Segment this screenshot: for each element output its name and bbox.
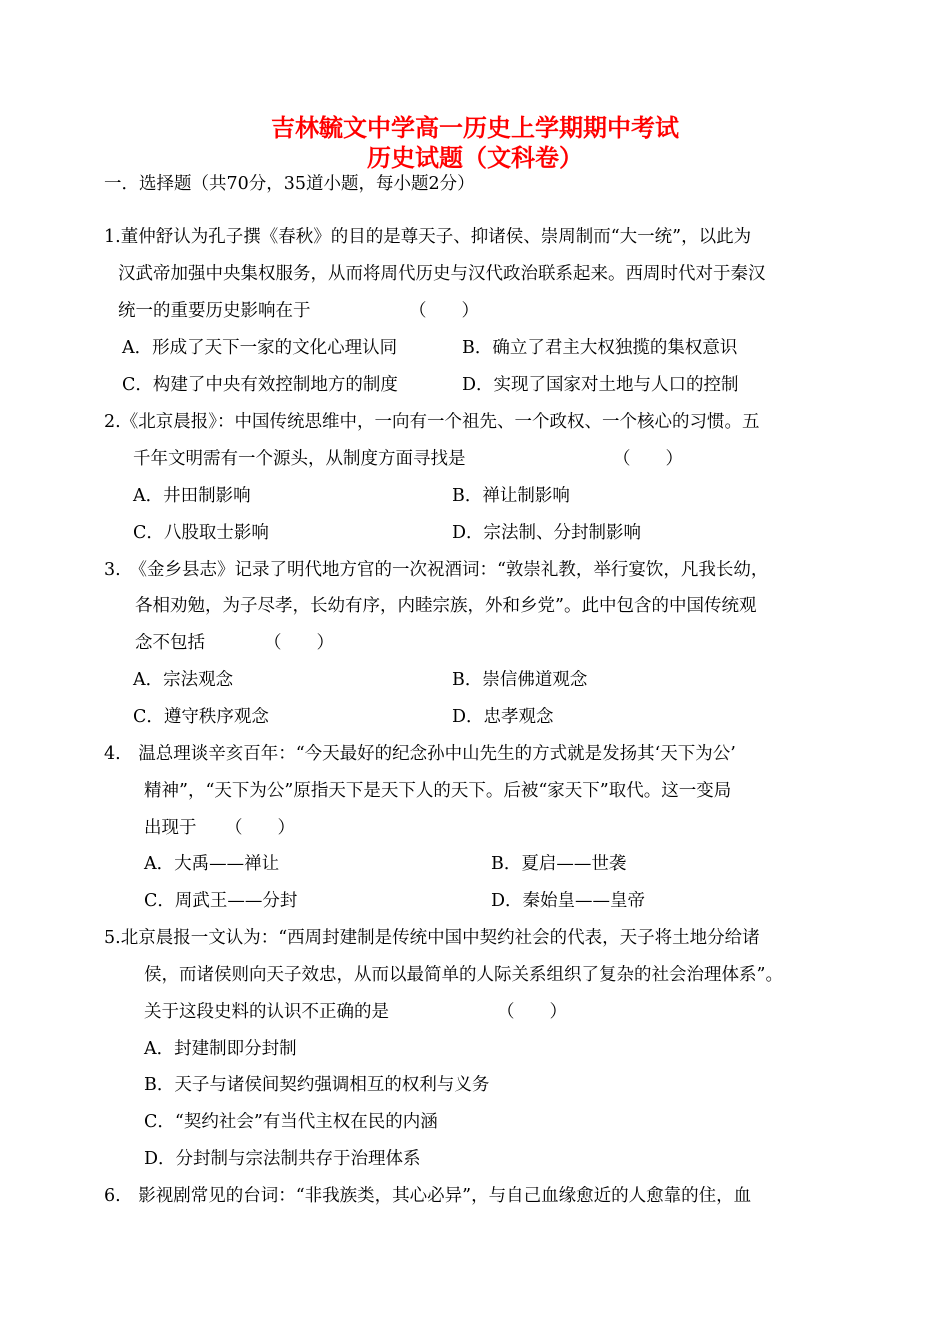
- option-d: D．忠孝观念: [452, 707, 554, 727]
- option-d: D．分封制与宗法制共存于治理体系: [144, 1149, 421, 1169]
- option-a: A．宗法观念: [133, 670, 234, 690]
- question-text-line: 统一的重要历史影响在于: [118, 301, 311, 321]
- option-c: C．遵守秩序观念: [133, 707, 269, 727]
- option-d: D．宗法制、分封制影响: [452, 523, 642, 543]
- option-a: A．形成了天下一家的文化心理认同: [122, 338, 398, 358]
- exam-title-line-1: 吉林毓文中学高一历史上学期期中考试: [271, 113, 679, 142]
- answer-bracket: （ ）: [225, 818, 295, 838]
- option-d: D．秦始皇——皇帝: [491, 891, 646, 911]
- option-c: C．八股取士影响: [133, 523, 269, 543]
- option-b: B．天子与诸侯间契约强调相互的权利与义务: [144, 1075, 490, 1095]
- section-heading: 一．选择题（共70分，35道小题，每小题2分）: [104, 174, 475, 194]
- option-b: B．夏启——世袭: [491, 854, 627, 874]
- answer-bracket: （ ）: [264, 633, 334, 653]
- question-text-line: 6. 影视剧常见的台词：“非我族类，其心必异”，与自己血缘愈近的人愈靠的住，血: [104, 1186, 752, 1206]
- answer-bracket: （ ）: [497, 1002, 567, 1022]
- question-text-line: 汉武帝加强中央集权服务，从而将周代历史与汉代政治联系起来。西周时代对于秦汉: [118, 264, 766, 284]
- option-a: A．大禹——禅让: [144, 854, 280, 874]
- question-text-line: 关于这段史料的认识不正确的是: [144, 1002, 389, 1022]
- exam-title-line-2: 历史试题（文科卷）: [367, 143, 583, 172]
- option-c: C．周武王——分封: [144, 891, 298, 911]
- answer-bracket: （ ）: [409, 301, 479, 321]
- question-text-line: 各相劝勉，为子尽孝，长幼有序，内睦宗族，外和乡党”。此中包含的中国传统观: [135, 596, 757, 616]
- option-b: B．禅让制影响: [452, 486, 570, 506]
- option-d: D．实现了国家对土地与人口的控制: [462, 375, 739, 395]
- option-b: B．崇信佛道观念: [452, 670, 588, 690]
- question-text-line: 2.《北京晨报》：中国传统思维中，一向有一个祖先、一个政权、一个核心的习惯。五: [104, 412, 760, 432]
- question-text-line: 精神”，“天下为公”原指天下是天下人的天下。后被“家天下”取代。这一变局: [144, 781, 732, 801]
- question-text-line: 出现于: [144, 818, 197, 838]
- question-text-line: 念不包括: [135, 633, 205, 653]
- question-text-line: 侯，而诸侯则向天子效忠，从而以最简单的人际关系组织了复杂的社会治理体系”。: [144, 965, 783, 985]
- question-text-line: 1.董仲舒认为孔子撰《春秋》的目的是尊天子、抑诸侯、崇周制而“大一统”，以此为: [104, 227, 752, 247]
- option-c: C．“契约社会”有当代主权在民的内涵: [144, 1112, 438, 1132]
- question-text-line: 3. 《金乡县志》记录了明代地方官的一次祝酒词：“敦崇礼教，举行宴饮，凡我长幼，: [104, 560, 769, 580]
- option-c: C．构建了中央有效控制地方的制度: [122, 375, 398, 395]
- option-a: A．井田制影响: [133, 486, 251, 506]
- answer-bracket: （ ）: [613, 449, 683, 469]
- option-a: A．封建制即分封制: [144, 1039, 297, 1059]
- question-text-line: 4. 温总理谈辛亥百年：“今天最好的纪念孙中山先生的方式就是发扬其‘天下为公’: [104, 744, 736, 764]
- question-text-line: 千年文明需有一个源头，从制度方面寻找是: [133, 449, 466, 469]
- question-text-line: 5.北京晨报一文认为：“西周封建制是传统中国中契约社会的代表，天子将土地分给诸: [104, 928, 760, 948]
- option-b: B．确立了君主大权独揽的集权意识: [462, 338, 738, 358]
